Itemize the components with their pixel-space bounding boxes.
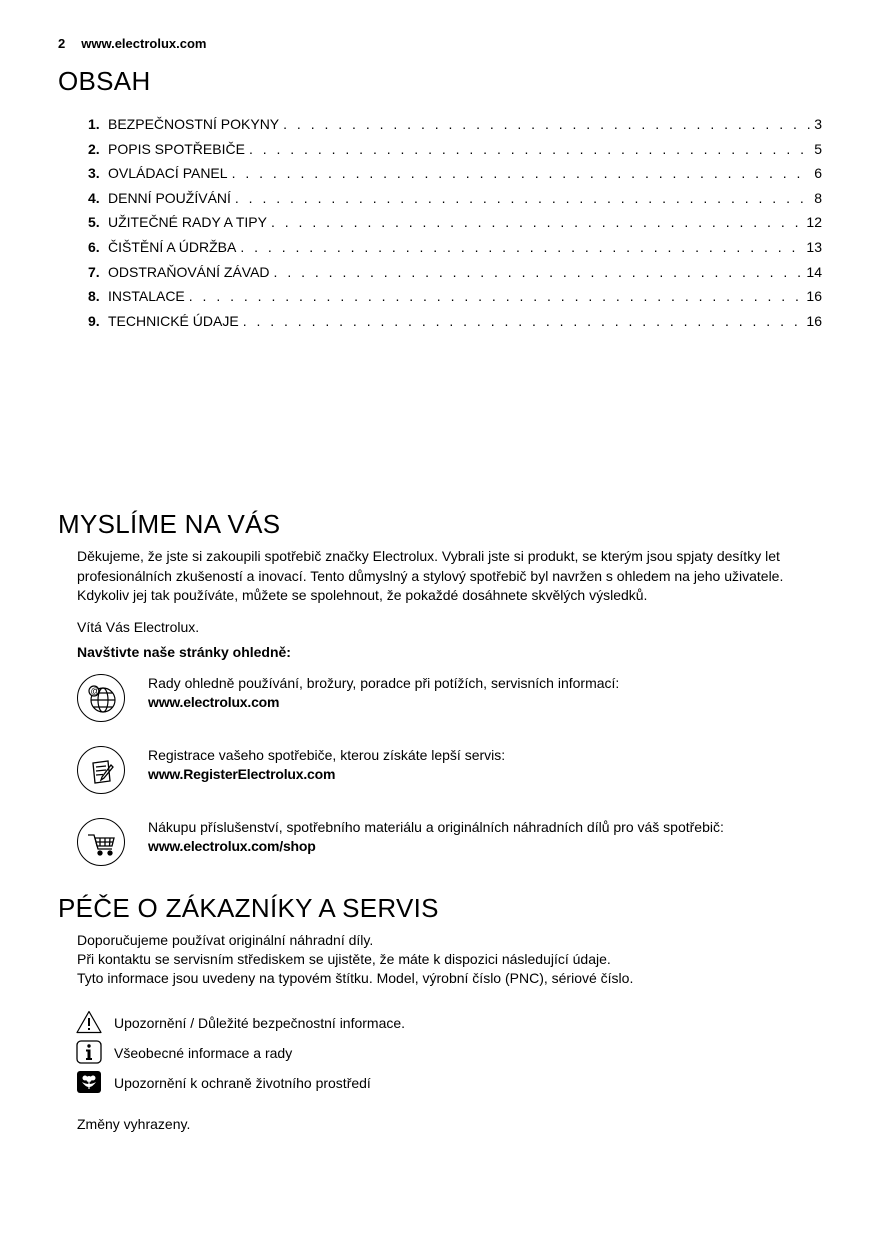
toc-item[interactable] <box>88 264 822 289</box>
link-info-text <box>148 674 619 712</box>
toc-item-page: 3 <box>814 116 822 132</box>
service-title: PÉČE O ZÁKAZNÍKY A SERVIS <box>58 893 439 923</box>
shopping-cart-icon <box>77 818 125 866</box>
toc-item[interactable] <box>88 313 822 338</box>
globe-icon <box>77 674 125 722</box>
website-url[interactable]: www.electrolux.com <box>81 36 207 51</box>
environment-flower-icon <box>76 1070 102 1094</box>
toc-item-number: 4. <box>88 189 100 206</box>
toc-item[interactable] <box>88 239 822 264</box>
link-register-text <box>148 746 505 784</box>
toc-item-page: 8 <box>814 189 822 206</box>
toc-item-page: 6 <box>814 165 822 182</box>
toc-item-number: 8. <box>88 288 100 305</box>
toc-dot-leader <box>274 264 803 280</box>
table-of-contents <box>88 116 822 337</box>
toc-dot-leader <box>283 116 810 132</box>
page-header <box>58 36 206 51</box>
svg-text:@: @ <box>90 686 100 696</box>
toc-item[interactable] <box>88 214 822 239</box>
toc-item-title: ODSTRAŇOVÁNÍ ZÁVAD <box>108 263 270 280</box>
service-line-1: Doporučujeme používat originální náhradní díly. <box>77 932 374 948</box>
toc-item[interactable] <box>88 141 822 166</box>
intro-paragraph: Děkujeme, že jste si zakoupili spotřebič značky Electrolux. Vybrali jste si produkt, se kterým jsou spjaty desítky let profesionálních zkušeností a inovací. Tento důmyslný a stylový spotřebič byl navržen s ohledem na jeho uživatele. Kdykoliv jej tak používáte, můžete se spolehnout, že pokaždé dosáhnete skvělých výsledků. <box>77 548 784 603</box>
service-line-2: Při kontaktu se servisním střediskem se ujistěte, že máte k dispozici následující údaje. <box>77 951 611 967</box>
toc-dot-leader <box>232 165 811 181</box>
toc-dot-leader <box>189 288 803 304</box>
toc-item[interactable] <box>88 116 822 141</box>
link-row-info <box>77 674 837 726</box>
toc-item-page: 13 <box>806 238 822 255</box>
toc-item-number: 1. <box>88 116 100 132</box>
toc-item[interactable] <box>88 165 822 190</box>
link-shop-text <box>148 818 724 856</box>
toc-item-page: 14 <box>806 263 822 280</box>
toc-dot-leader <box>235 190 810 206</box>
toc-item-number: 7. <box>88 263 100 280</box>
toc-item-title: POPIS SPOTŘEBIČE <box>108 140 245 157</box>
toc-item-page: 16 <box>806 312 822 329</box>
link-info-description: Rady ohledně používání, brožury, poradce při potížích, servisních informací: <box>148 675 620 691</box>
changes-reserved: Změny vyhrazeny. <box>77 1116 191 1132</box>
link-shop-url[interactable]: www.electrolux.com/shop <box>148 838 316 854</box>
link-register-url[interactable]: www.RegisterElectrolux.com <box>148 766 336 782</box>
toc-item-number: 5. <box>88 214 100 231</box>
symbol-environment-label: Upozornění k ochraně životního prostředí <box>114 1075 371 1091</box>
toc-item-page: 5 <box>814 140 822 157</box>
toc-item[interactable] <box>88 190 822 215</box>
toc-item-title: ČIŠTĚNÍ A ÚDRŽBA <box>108 238 237 255</box>
symbol-info-label: Všeobecné informace a rady <box>114 1045 293 1061</box>
link-info-url[interactable]: www.electrolux.com <box>148 694 280 710</box>
thinking-title: MYSLÍME NA VÁS <box>58 509 281 539</box>
welcome-text: Vítá Vás Electrolux. <box>77 619 200 635</box>
toc-item-page: 12 <box>806 214 822 231</box>
toc-item-number: 2. <box>88 140 100 157</box>
toc-dot-leader <box>243 313 803 329</box>
toc-item-title: INSTALACE <box>108 288 185 305</box>
info-icon <box>76 1040 102 1064</box>
toc-dot-leader <box>249 141 810 157</box>
symbol-warning-label: Upozornění / Důležité bezpečnostní informace. <box>114 1015 406 1031</box>
link-shop-description: Nákupu příslušenství, spotřebního materiálu a originálních náhradních dílů pro váš spotřebič: <box>148 819 724 835</box>
registration-form-icon <box>77 746 125 794</box>
toc-item-page: 16 <box>806 288 822 305</box>
visit-label: Navštivte naše stránky ohledně: <box>77 644 291 660</box>
toc-dot-leader <box>240 239 802 255</box>
link-row-register <box>77 746 837 798</box>
toc-item-title: BEZPEČNOSTNÍ POKYNY <box>108 116 280 132</box>
toc-item-title: OVLÁDACÍ PANEL <box>108 165 228 182</box>
toc-item-title: TECHNICKÉ ÚDAJE <box>108 312 239 329</box>
toc-item-title: DENNÍ POUŽÍVÁNÍ <box>108 189 231 206</box>
toc-dot-leader <box>271 214 802 230</box>
toc-item-number: 9. <box>88 312 100 329</box>
toc-item-number: 6. <box>88 238 100 255</box>
toc-item-number: 3. <box>88 165 100 182</box>
link-row-shop <box>77 818 837 870</box>
service-line-3: Tyto informace jsou uvedeny na typovém štítku. Model, výrobní číslo (PNC), sériové číslo. <box>77 970 634 986</box>
toc-item-title: UŽITEČNÉ RADY A TIPY <box>108 214 267 231</box>
warning-triangle-icon <box>76 1010 102 1034</box>
contents-title: OBSAH <box>58 66 151 96</box>
page-number: 2 <box>58 36 66 51</box>
link-register-description: Registrace vašeho spotřebiče, kterou získáte lepší servis: <box>148 747 506 763</box>
toc-item[interactable] <box>88 288 822 313</box>
